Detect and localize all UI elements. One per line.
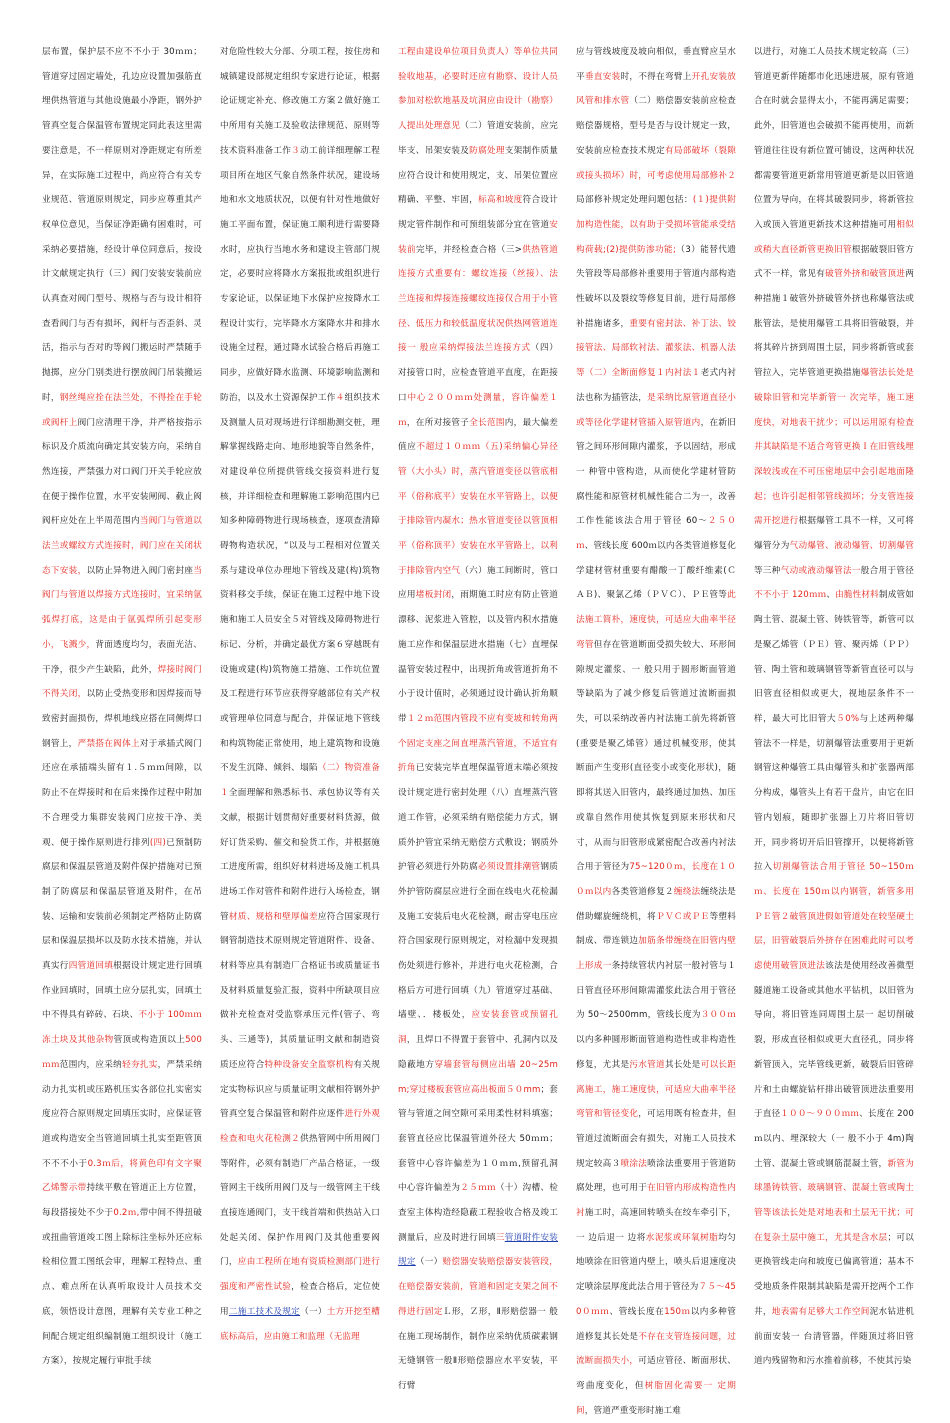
text-run: （二）管道安装前，应完毕支、吊架安装及	[398, 121, 558, 156]
highlighted-text-run: ＰＶＣ或ＰＥ	[656, 911, 710, 922]
highlighted-text-run: 破管外挤和破管顶进	[825, 269, 906, 280]
text-run: 均匀地喷涂在旧管道内壁上，喷头后退速度决定喷涂层厚度此法合用于管径为	[576, 1232, 736, 1293]
text-run: 该法是使用经改善微型隧道施工设备或其他水平钻机，以旧管为导向，将旧管连同周围土层一 起切削破裂，形成直径相似或更大直径孔，同步将新管顶入，完毕管线更新，破裂后旧管碎片和土由螺旋钻杆排出破管顶进法重要用于直径	[754, 961, 914, 1120]
text-column-3	[398, 40, 559, 1391]
highlighted-text-run: ３	[291, 145, 301, 156]
highlighted-text-run: 0.3ｍ后，将	[87, 1158, 139, 1169]
highlighted-text-run: 500ｍｍ	[42, 1035, 203, 1070]
text-run: 、管线长度在	[609, 1306, 665, 1317]
highlighted-text-run: 爆管法长处是破除旧管和完毕新管一 次完毕，施工速度快，对地表干扰少；可以运用原有检查井其缺陷是不适合弯管更换Ｉ在旧管线埋深较浅或在不可压密地层中会引起地面隆起；也许引起相邻管线损坏；分支管连接需开挖进行	[754, 368, 914, 527]
text-run: 钢质外护管防腐层应进行全面在线电火花检漏及施工安装后电火花检测，耐击穿电压应符合国家现行原则规定，对检漏中发现损伤处须进行修补，并进行电火花检测，合格后方可进行回填（九）管道穿过基础、墙壁、．楼板处，	[398, 862, 558, 1021]
text-run: 、长度在 200ｍ以内、埋深较大（一 般不小于 4m)陶土管、混凝土管或钢筋混凝土管，	[754, 1109, 914, 1169]
text-run: 、管线长度 600ｍ以内各类管道修复化学建材管材重要有醋酸一丁酸纤维素(ＣＡＢ)、聚氯乙烯（ＰＶＣ）、ＰＥ管等	[576, 541, 736, 601]
highlighted-text-run: 赔偿器安装赔偿器安装管段，在赔偿器安装前，管道和固定支架之间不得进行固定	[398, 1257, 559, 1317]
text-run: 已安装完毕直埋保温管道末端必须按设计规定进行密封处理（八）直埋蒸汽管道工作管，必须采纳有赔偿能力方式，钢质外护管宜采纳无赔偿方式敷设；钢质外护管必须进行外防腐	[398, 763, 558, 873]
text-run: 根据爆管工具不一样，又可将爆管分为	[754, 516, 914, 552]
highlighted-text-run: ７５～450０ｍｍ	[576, 1282, 737, 1317]
text-run: ，且焊口不得置于套管中、孔洞内以及隐蔽地方	[398, 1035, 558, 1070]
text-run: ；可以更换管线走向和坡度已偏离管道；基本不受地质条件限制其缺陷是需开挖两个工作井，	[754, 1232, 914, 1317]
column-paragraph	[220, 40, 380, 1349]
highlighted-text-run: 全长范围	[469, 417, 505, 428]
text-run: 根据设计规定进行回填作业回填时，回填土应分层扎实，回填土中不得具有碎砖、石块、	[42, 961, 202, 1021]
highlighted-text-run: 重要有密封法、补丁法、铰接管法、局部软衬法、灌浆法、机器人法等（二）全断面修复１内衬法１	[576, 318, 736, 379]
text-column-2	[220, 40, 381, 1342]
highlighted-text-run: 材质、规格和壁厚偏差	[228, 911, 318, 922]
text-run: 以防止受热变形和因焊接而导致密封面损伤，焊机地线应搭在同侧焊口钢管上，	[42, 689, 202, 749]
text-run: 局部修补规定处理问题包括：	[576, 195, 693, 206]
highlighted-text-run: 轻夯扎实	[122, 1059, 158, 1070]
highlighted-text-run: 由脆性材料	[835, 590, 879, 601]
text-run: （3）能替代遗失管段等局部修补重要用于管道内部构造性破坏以及裂纹等修复目前，进行局部修补措施诸多，	[576, 244, 736, 329]
highlighted-text-run: 开孔安装放风管和排水管	[576, 71, 736, 107]
highlighted-text-run: 气动或液动爆管法一	[780, 565, 861, 576]
column-paragraph	[576, 40, 736, 1423]
column-paragraph	[42, 40, 202, 1374]
highlighted-text-run: ４	[335, 392, 345, 403]
column-paragraph	[398, 40, 558, 1399]
highlighted-text-run: 安装前	[398, 219, 558, 255]
text-run: （四）对接管口时，应检查管道平直度，在距接口	[398, 343, 559, 403]
highlighted-text-run: (１)提供附加构造性能，以有助于受损坏管能承受结构荷载;(2)提供防渗功能;	[576, 195, 736, 255]
text-run: 泥水钻进机前面安装一 台清管器，伴随顶过将旧管道内残留物和污水推着前移，不使其污染	[754, 1306, 914, 1367]
text-run: 但存在管道断面受损失较大、环形间隙规定灌浆、一 般只用于圆形断面管道等缺陷为了减少修复后管道过流断面损失，可以采纳改善内衬法施工前先将新管(重要是聚乙烯管）通过机械变形，使其断面产生变形(直径变小或变化形状)，随即将其送入旧管内，最终通过加热、加压或靠自然作用使其恢复到原来形状和尺寸，从而与旧管形成紧密配合改善内衬法合用于管径为	[576, 639, 736, 873]
text-run: 有关规定实物标识应与质量证明文献相符钢外护管真空复合保温管和附件应逐件	[220, 1059, 380, 1120]
text-run: （二）赔偿器安装前应检查赔偿器规格，型号是否与设计规定一致，安装前应检查技术规定	[576, 96, 736, 156]
text-column-1	[42, 40, 203, 1367]
highlighted-text-run: 应安装套管或预留孔洞	[398, 1010, 558, 1046]
highlighted-text-run: 垂直安装	[584, 71, 621, 82]
text-run: 缠绕法是借助螺旋缠绕机，将	[576, 886, 736, 922]
text-run: ，在新旧管之间环形间隙内灌浆，予以固结，形成一 种管中管构造，从而使化学建材管防腐性能和原管材机械性能合二为一，改善工作性能该法合用于管径 60～	[576, 417, 736, 527]
text-run: 两种措施１破管外挤破管外挤也称爆管法或胀管法，是使用爆管工具将旧管破裂，并将其碎片挤到周围土层，同步将新管或套管拉入，完毕管道更换措施	[754, 269, 914, 379]
highlighted-text-run: ５0%	[836, 713, 860, 724]
highlighted-text-run: ２５ｍｍ	[460, 1183, 496, 1194]
document-page	[42, 40, 915, 1416]
text-run: 持续平敷在管道正上方位置，每段搭接处不少于	[42, 1183, 202, 1219]
text-run: ，雨期施工时应有防止管道漂移、泥浆进入管腔，以及管内积水措施施工应作和保温层进水措施（七）直埋保温管安装过程中，出现折角或管道折角不小于设计值时，必须通过设计确认折角顺带	[398, 590, 558, 724]
highlighted-text-run: 在旧管内形成构造性内衬	[576, 1183, 736, 1219]
highlighted-text-run: 工程由建设单位项目负责人）等单位共同验收地基，必要时还应有勘察、设计人员参加对松软地基及坑洞应由设计（勘察）人提出处理意见	[398, 47, 558, 132]
highlighted-text-run: 必须设置排潮管	[478, 862, 541, 873]
column-paragraph	[754, 40, 914, 1374]
text-run: 、	[826, 590, 836, 601]
text-run: 条持续管状内衬层一般衬管与１日管直径环形间隙需灌浆此法合用于管径为 50～2500mm，管线长度为	[576, 961, 736, 1021]
highlighted-text-run: 穿墙套管每侧应出墙 20~25mm;穿过楼板套管应高出板面５０mm	[398, 1059, 558, 1095]
text-run: （一）	[415, 1257, 443, 1268]
highlighted-text-run: 当阀门与管道以焊接方式连接时，宜采纳氩弧焊打底，这是由于氩弧焊所引起变形小，飞溅少，	[42, 565, 202, 650]
text-run: 完毕，并经检查合格（三>	[415, 244, 523, 255]
text-run: 以内多种管道修复其长处是	[576, 1306, 736, 1342]
text-run: 背面透度均匀，表面光洁、干净，很少产生缺陷，此外，	[42, 639, 202, 675]
text-run: 内，最大偏差值应	[398, 417, 559, 453]
text-run: 般合用于管径	[860, 565, 915, 576]
highlighted-text-run: 切割爆管法合用于管径 50~150ｍｍ、长度在 150ｍ以内钢管，新管多用 ＰＥ管２破管顶进假如管道处在较坚硬土层，旧管破裂后外挤存在困难此时可以考虑使用破管顶进法	[754, 862, 914, 972]
text-run: ，检查合格后，定位使用	[220, 1282, 380, 1317]
text-run: Ｌ形，Ｚ形，Ⅱ形赔偿器一 般在施工现场制作，制作应采纳优质碳素钢无缝钢管一般Ⅱ形赔偿器应水平安装，平行臂	[398, 1306, 558, 1391]
highlighted-text-run: （二）物资准备１	[220, 763, 380, 799]
text-column-5	[754, 40, 915, 1367]
highlighted-text-run: 黄色印有文字聚乙烯警示带	[42, 1158, 202, 1194]
text-run: 供热管网中所用阀门等附件，必须有制造厂产品合格证，一级管网主干线所用阀门及与一级管网主干线直接连通阀门，支干线首端和供热站入口处起关闭、保护作用阀门及其他重要阀门，	[220, 1133, 380, 1268]
text-run: 等塑料制成、带连锁边	[576, 911, 737, 947]
highlighted-text-run: 150ｍ	[664, 1306, 691, 1317]
text-run: 对危险性较大分部、分项工程，按住房和城镇建设部规定组织专家进行论证，根据论证规定补充、修改施工方案２做好施工中所用有关施工及验收法律规范、原则等技术资料准备工作	[220, 47, 380, 156]
text-run: 喷涂法重要用于管道防腐处理，也可用于	[576, 1158, 736, 1194]
highlighted-text-run: 喷涂法	[620, 1158, 648, 1169]
text-run: 以防止异物进入阀门密封座	[86, 565, 194, 576]
highlighted-text-run: 气动爆管、液动爆管、切割爆管	[789, 541, 914, 552]
text-run: 全面理解和熟悉标书、承包协议等有关文献，根据计划贯彻好重要材料货源，做好订货采购、催交和验货工作，并根据施工进度所需，组织好材料进场及施工机具进场工作对管件和附件进行入场检查，钢管	[220, 788, 380, 922]
highlighted-text-run: 四管道回填	[68, 961, 114, 972]
text-run: 组织技术及测量人员对现场进行详细勘测交桩，理解掌握线路走向、地形地貌等自然条件，对建设单位所提供管线交接资料进行复核，并详细检查和理解施工影响范围内已知多种障碍物进行现场核查，逐项查清障碍物构造状况，“以及与工程相对位置关系与建设单位办理地下管线及建(构)筑物资料移交手续，保证在施工过程中地下设施和施工人员安全５对管线及障碍物进行标记、分析，并确定最优方案６穿越既有设施或建(构)筑物施工措施、工作坑位置及工程进行环节应获得穿越部位有关产权或管理单位同意与配合，并保证地下管线和构筑物能正常使用，地上建筑物和设施不发生沉降、倾斜、塌陷	[220, 392, 380, 774]
highlighted-text-run: 新管为球墨铸铁管、玻璃钢管、混凝土管或陶土管等该法长处是对地表和土层无干扰；可在复杂土层中施工，尤其是含水层	[754, 1158, 914, 1243]
text-run: 管顶或构造顶以上	[113, 1035, 186, 1046]
text-run: ，可运用既有检查井，但管道过流断面会有损失，对施工人员技术规定较高３	[576, 1109, 736, 1169]
text-run: 范围内，应采纳	[59, 1059, 123, 1070]
highlighted-text-run: 0.2ｍ,	[113, 1208, 140, 1219]
highlighted-text-run: 不不小于 120ｍｍ	[754, 590, 827, 601]
text-run: 等三种	[754, 565, 781, 576]
text-run: 应与管线坡度及坡向相似，垂直臂应呈水平	[576, 47, 736, 82]
highlighted-text-run: 中心２００ｍｍ处测量，容许偏差１ｍ	[398, 392, 558, 428]
highlighted-text-run: 可以长距离施工，施工速度快，可适应大曲率半径弯管和管径变化	[576, 1059, 736, 1120]
highlighted-text-run: 防腐处理	[469, 145, 505, 156]
text-run: 层布置，保护层不应不不小于 30ｍｍ；管道穿过固定墙处，孔边应设置加强筋直埋供热管道与其他设施最小净距，钢外护管真空复合保温管布置规定同此表这里需要注意是，不一样原则对净距规定有所差异，在实际施工过程中，尚应符合有关专业规范、管道原则规定，同步应尊重其产权单位意见，当保证净距确有困难时，可采纳必要措施，经设计单位同意后，按设计文献规定执行（三）阀门安装安装前应认真查对阀门型号、规格与否与设计相符查看阀门与否有损坏，阀杆与否歪斜、灵活，指示与否对旳等阀门搬运时严禁随手抛掷，应分门别类进行摆放阀门吊装搬运时，	[42, 47, 202, 403]
highlighted-text-run: 应由工程所在地有资质检测部门进行强度和严密性试验	[220, 1257, 380, 1293]
text-run: 可适应管径、断面形状、弯曲度变化，但	[576, 1356, 736, 1391]
text-run: 阀门应清理干净，并严格按指示标识及介质流向确定其安装方向，采纳自然连接，严禁强力对口阀门开关手轮应放在便于操作位置，水平安装闸阀、截止阀阀杆应处在上半周范围内	[42, 417, 202, 527]
highlighted-text-run: 焊接时阀门不得关闭，	[42, 664, 202, 700]
text-run: 以内多种圆形断面管道构造性或非构造性修复，尤其是	[576, 1035, 736, 1070]
highlighted-text-run: 进行外观检查和电火花检测２	[220, 1109, 380, 1144]
highlighted-text-run: 此法施工简朴，速度快，可适应大曲率半径弯管	[576, 590, 736, 650]
text-run: 以进行，对施工人员技术规定较高（三）管道更新伴随都市化迅速进展，原有管道合在时就会显得太小，不能再满足需要；此外，旧管道也会破损不能再使用，而新管道往往设有新位置可铺设，这两种状况都需要管道更新常用管道更新是以旧管道位置为导向，在将其破裂同步，将新管拉入或顶入管道更新技术这种措施可用	[754, 47, 914, 230]
highlighted-text-run: 土方开挖至槽底标高后，应由施工和监理（无监理	[220, 1306, 381, 1342]
highlighted-text-run: 污水管道	[629, 1059, 665, 1070]
highlighted-text-run: 钢丝绳应拴在法兰处，不得拴在手轮或阀杆上	[42, 392, 202, 428]
highlighted-text-run: 不小于 100ｍｍ冻土块及其他杂物	[42, 1010, 202, 1046]
text-run: （六）施工间断时，管口应用	[398, 565, 558, 601]
highlighted-text-run: 标高和坡度	[478, 195, 523, 206]
highlighted-text-run: １２ｍ范围内管段不应有变坡和转角两个固定支座之间直埋蒸汽管道，不适宜有折角	[398, 713, 558, 774]
highlighted-text-run: 是采纳比原管道直径小或等径化学建材管插入原管道内	[576, 392, 736, 428]
text-run: 其长处是	[664, 1059, 701, 1070]
highlighted-text-run: ３００ｍ	[700, 1010, 736, 1021]
text-run: 各类管道修复２	[611, 886, 674, 897]
text-link[interactable]: 管道附件安装规定	[398, 1232, 559, 1268]
highlighted-text-run: 供热管道连接方式重要有：螺纹连接（丝接）、法兰连接和焊接连接螺纹连接仅合用于小管径、低压力和较低温度状况供热网管道连接一 般应采纳焊接法兰连接方式	[398, 244, 558, 354]
text-run: 对于承插式阀门还应在承插端头留有１.５ｍｍ间隙，以防止不在焊接时和在后来操作过程中附加不合理受力集群安装阀门应按干净、美观、便于操作原则进行排列	[42, 738, 202, 848]
highlighted-text-run: 三	[495, 1232, 505, 1243]
text-run: （一）	[300, 1306, 327, 1317]
text-run: ，在所对接管子	[406, 417, 470, 428]
highlighted-text-run: 堵板封闭	[415, 590, 452, 601]
text-run: 根据破裂旧管方式不一样，常见有	[754, 244, 914, 280]
highlighted-text-run: １００～９００ｍｍ	[780, 1109, 860, 1120]
text-link[interactable]: 二施工技术及规定	[228, 1306, 301, 1317]
text-run: 带中间不得扭破或扭曲管道竣工图上除标注坐标外还应标检相位置工图纸会审，理解工程特点、重点、难点所在认真听取设计人员技术交底，领悟设计意图，理解有关专业工种之间配合规定组织编制施工组织设计（施工方案），按规定履行审批手续	[42, 1208, 202, 1367]
text-run: 已预制防腐层和保温层管道及附件保护措施对已预制了防腐层和保温层管道及附件，在吊装、运输和安装前必须制定严格防止防腐层和保温层损坏以及防水技术措施，并认真实行	[42, 837, 202, 972]
highlighted-text-run: ２５０ｍ	[576, 516, 736, 552]
text-run: 施工时，高速回转喷头在绞车牵引下，一 边后退一 边将	[576, 1208, 736, 1243]
text-run: 老式内衬法也称为插管法，	[576, 368, 736, 403]
text-run: 动工前详细理解工程项目所在地区气象自然条件状况，建设场地和水文地质状况，以便有针对性地做好施工平面布置，保证施工顺利进行需要降水时，应执行当地水务和建设主管部门规定，必要时应将降水方案报批或组织进行专家论证，以保证地下水保护应按降水工程设计实行，完毕降水方案降水井和排水设施全过程，通过降水试验合格后再施工同步，应做好降水监测、环境影响监测和防治，以及水土资源保护工作	[220, 145, 380, 403]
text-run: （十）沟槽、检查室主体构造经隐蔽工程验收合格及竣工测量后，应及时进行回填	[398, 1183, 558, 1243]
text-run: ，管道严重变形时施工难	[584, 1405, 681, 1416]
highlighted-text-run: 地表需有足够大工作空间	[771, 1306, 870, 1317]
highlighted-text-run: (四)	[149, 837, 167, 848]
text-column-4	[576, 40, 737, 1416]
highlighted-text-run: 不超过１０ｍｍ（五)采纳偏心异径管（大小头）时，蒸汽管道变径以管底相平（俗称底平）安装在水平管路上，以便于排除管内凝水；热水管道变径以管顶相平（俗称顶平）安装在水平管路上，以利于排除管内空气	[398, 442, 558, 576]
highlighted-text-run: 不存在支管连接问题，过流断面损失小，	[576, 1331, 736, 1367]
text-run: 符合设计规定管件制作和可预组装部分宜在管道	[398, 195, 558, 230]
highlighted-text-run: 水泥浆或环氧树脂	[645, 1232, 719, 1243]
highlighted-text-run: 有局部破坏（裂隙或接头损坏）时，可考虑使用局部修补２	[576, 145, 736, 181]
text-run: 支架制作质量应符合设计和使用规定，支、吊架位置应精确、平整、牢固，	[398, 145, 558, 206]
text-run: 应符合国家现行钢管制造技术原则规定管道附件、设备、材料等应具有制造厂合格证书或质量证书及材料质量复验汇报，资料中所缺项目应做补充检查对受监察承压元件(管子、弯头、三通等)，其质量证明文献和制造资质还应符合	[220, 911, 380, 1070]
text-run: 制成管如陶土管、混凝土管、铸铁管等，新管可以是聚乙烯管（ＰＥ）管、聚丙烯（ＰＰ）管、陶土管和玻璃钢管等新管直径可以与旧管直径相似或更大，视地层条件不一样，最大可比旧管大	[754, 590, 914, 724]
highlighted-text-run: 严禁搭在阀体上	[77, 738, 140, 749]
highlighted-text-run: 相似或稍大直径新管更换旧管	[754, 219, 914, 255]
highlighted-text-run: 加筋条带缠绕在旧管内壁上形成一	[576, 936, 736, 972]
text-run: 与上述两种爆管法不一样是，切割爆管法重要用于更新钢管这种爆管工具由爆管头和扩张器两部分构成，爆管头上有若干盘片，由它在旧管内划痕，随即扩张器上刀片将旧管切开，同步将切开后旧管撑开，以便将新管拉入	[754, 713, 914, 873]
highlighted-text-run: 当阀门与管道以法兰或螺纹方式连接时，阀门应在关闭状态下安装，	[42, 516, 202, 576]
highlighted-text-run: 特种设备安全监察机构	[264, 1059, 354, 1070]
highlighted-text-run: 75~120０ｍ，长度在１００ｍ以内	[576, 862, 737, 897]
text-run: ；套管与管道之间空隙可采用柔性材料填塞；套管直径应比保温管道外径大 50ｍｍ；套管中心容许偏差为１０ｍｍ,预留孔洞中心容许偏差为	[398, 1084, 558, 1194]
text-run: ，严禁采纳动力扎实机或压路机压实各部位扎实密实度应符合原则规定回填压实时，应保证管道或构造安全当管道回填土扎实至距管顶不不不小于	[42, 1059, 202, 1169]
highlighted-text-run: 树脂固化需要一 定期间	[576, 1380, 736, 1416]
highlighted-text-run: 缠绕法	[673, 886, 701, 897]
text-run: 时，不得在弯臂上	[620, 71, 692, 82]
